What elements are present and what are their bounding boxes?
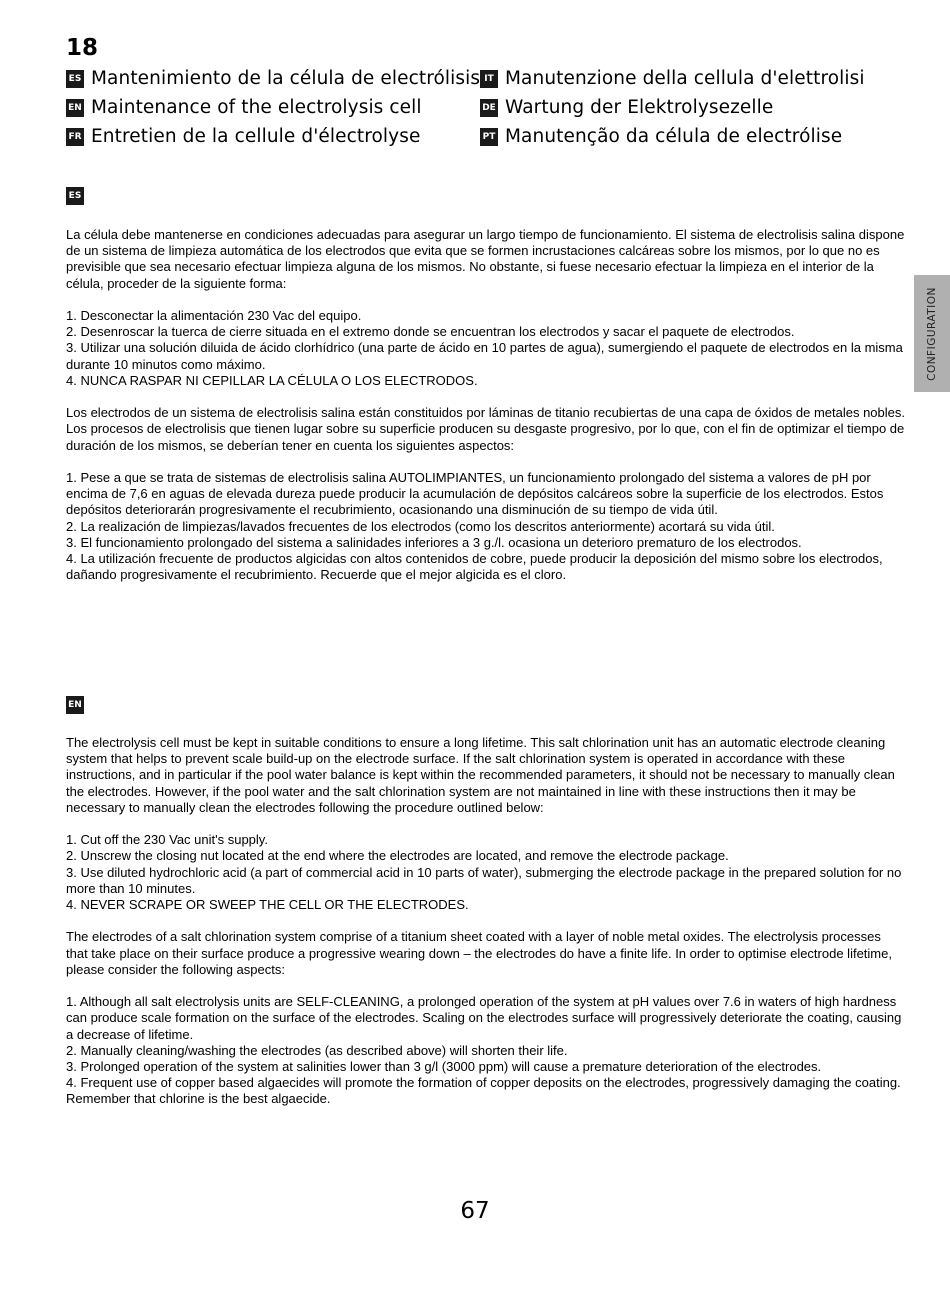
section-badge-es: ES	[66, 187, 84, 205]
title-text-it: Manutenzione della cellula d'elettrolisi	[505, 68, 865, 89]
en-aspect-4: 4. Frequent use of copper based algaecides will promote the formation of copper deposits on the electrodes, progressively damaging the coating. Remember that chlorine is the best algaecide.	[66, 1075, 901, 1107]
page-number: 67	[460, 1198, 490, 1224]
title-de	[480, 93, 865, 122]
lang-badge-de: DE	[480, 99, 498, 117]
title-text-en: Maintenance of the electrolysis cell	[91, 97, 422, 118]
title-text-fr: Entretien de la cellule d'électrolyse	[91, 126, 421, 147]
es-aspects-list	[66, 470, 906, 583]
en-step-1: 1. Cut off the 230 Vac unit's supply.	[66, 832, 268, 848]
section-number: 18	[66, 35, 99, 61]
en-step-2: 2. Unscrew the closing nut located at the end where the electrodes are located, and remove the electrode package.	[66, 848, 729, 864]
title-it	[480, 64, 865, 93]
lang-badge-fr: FR	[66, 128, 84, 146]
es-aspect-2: 2. La realización de limpiezas/lavados frecuentes de los electrodos (como los descritos anteriormente) acortará su vida útil.	[66, 518, 775, 534]
lang-badge-pt: PT	[480, 128, 498, 146]
titles-right-column	[480, 64, 865, 151]
es-aspect-1: 1. Pese a que se trata de sistemas de electrolisis salina AUTOLIMPIANTES, un funcionamiento prolongado del sistema a valores de pH por encima de 7,6 en aguas de elevada dureza puede producir la acumulación de depósitos calcáreos sobre la superficie de los electrodos. Estos depósitos deteriorarán progresivamente el recubrimiento, ocasionando una disminución de su tiempo de vida útil.	[66, 470, 884, 518]
en-steps-list	[66, 832, 906, 913]
title-pt	[480, 122, 865, 151]
es-intro-paragraph: La célula debe mantenerse en condiciones adecuadas para asegurar un largo tiempo de funcionamiento. El sistema de electrolisis salina dispone de un sistema de limpieza automática de los electrodos que evita que se formen incrustaciones calcáreas sobre los mismos, por lo que no es previsible que sea necesario efectuar limpieza alguna de los mismos. No obstante, si fuese necesario efectuar la limpieza en el interior de la célula, proceder de la siguiente forma:	[66, 227, 905, 291]
es-aspect-3: 3. El funcionamiento prolongado del sistema a salinidades inferiores a 3 g./l. ocasiona un deterioro prematuro de los electrodos.	[66, 534, 802, 550]
lang-badge-es: ES	[66, 70, 84, 88]
en-intro-paragraph: The electrolysis cell must be kept in suitable conditions to ensure a long lifetime. This salt chlorination unit has an automatic electrode cleaning system that helps to prevent scale build-up on the electrode surface. If the salt chlorination system is operated in accordance with these instructions, and in particular if the pool water balance is kept within the recommended parameters, it should not be necessary to manually clean the electrodes. However, if the pool water and the salt chlorination system are not maintained in line with these instructions then it may be necessary to manually clean the electrodes following the procedure outlined below:	[66, 735, 895, 815]
side-tab-label: CONFIGURATION	[926, 286, 938, 381]
es-aspect-4: 4. La utilización frecuente de productos algicidas con altos contenidos de cobre, puede producir la deposición del mismo sobre los electrodos, dañando progresivamente el recubrimiento. Recuerde que el mejor algicida es el cloro.	[66, 551, 883, 583]
en-aspect-3: 3. Prolonged operation of the system at salinities lower than 3 g/l (3000 ppm) will cause a premature deterioration of the electrodes.	[66, 1059, 822, 1075]
titles-left-column	[66, 64, 480, 151]
es-step-2: 2. Desenroscar la tuerca de cierre situada en el extremo donde se encuentran los electrodos y sacar el paquete de electrodos.	[66, 324, 795, 340]
en-electrodes-paragraph: The electrodes of a salt chlorination system comprise of a titanium sheet coated with a layer of noble metal oxides. The electrolysis processes that take place on their surface produce a progressive wearing down – the electrodes do have a finite life. In order to optimise electrode lifetime, please consider the following aspects:	[66, 929, 892, 977]
es-electrodes-paragraph: Los electrodos de un sistema de electrolisis salina están constituidos por láminas de titanio recubiertas de una capa de óxidos de metales nobles. Los procesos de electrolisis que tienen lugar sobre su superficie producen su desgaste progresivo, por lo que, con el fin de optimizar el tiempo de duración de los mismos, se deberían tener en cuenta los siguientes aspectos:	[66, 405, 905, 453]
title-text-pt: Manutenção da célula de electrólise	[505, 126, 843, 147]
lang-badge-en: EN	[66, 99, 84, 117]
en-aspect-2: 2. Manually cleaning/washing the electrodes (as described above) will shorten their life.	[66, 1042, 568, 1058]
title-es	[66, 64, 480, 93]
es-step-1: 1. Desconectar la alimentación 230 Vac del equipo.	[66, 308, 362, 323]
title-text-es: Mantenimiento de la célula de electrólisis	[91, 68, 481, 89]
en-aspects-list	[66, 994, 906, 1107]
title-text-de: Wartung der Elektrolysezelle	[505, 97, 774, 118]
lang-badge-it: IT	[480, 70, 498, 88]
section-es	[66, 227, 906, 600]
title-fr	[66, 122, 480, 151]
es-step-3: 3. Utilizar una solución diluida de ácido clorhídrico (una parte de ácido en 10 partes de agua), sumergiendo el paquete de electrodos en la misma durante 10 minutos como máximo.	[66, 340, 903, 372]
side-tab-configuration	[914, 275, 950, 392]
section-badge-en: EN	[66, 696, 84, 714]
en-step-4: 4. NEVER SCRAPE OR SWEEP THE CELL OR THE ELECTRODES.	[66, 897, 469, 913]
section-en	[66, 735, 906, 1124]
es-step-4: 4. NUNCA RASPAR NI CEPILLAR LA CÉLULA O LOS ELECTRODOS.	[66, 372, 478, 388]
title-en	[66, 93, 480, 122]
es-steps-list	[66, 308, 906, 389]
en-step-3: 3. Use diluted hydrochloric acid (a part of commercial acid in 10 parts of water), submerging the electrode package in the prepared solution for no more than 10 minutes.	[66, 864, 902, 896]
en-aspect-1: 1. Although all salt electrolysis units are SELF-CLEANING, a prolonged operation of the system at pH values over 7.6 in waters of high hardness can produce scale formation on the surface of the electrodes. Scaling on the electrodes surface will progressively deteriorate the coating, causing a decrease of lifetime.	[66, 994, 902, 1042]
